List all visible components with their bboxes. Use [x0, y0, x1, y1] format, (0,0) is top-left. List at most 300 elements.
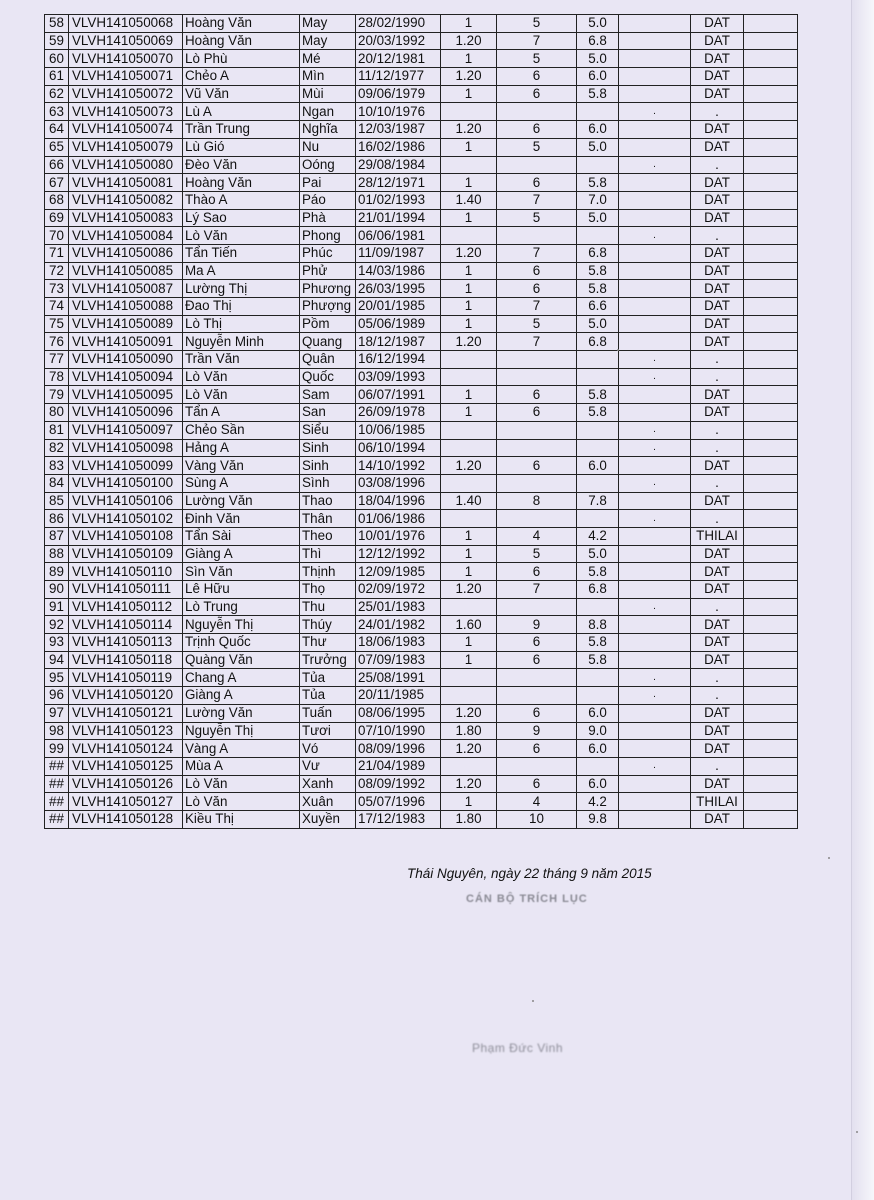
last-name: Lò Văn: [183, 775, 300, 793]
empty-cell: [744, 598, 798, 616]
empty-cell: [744, 669, 798, 687]
empty-cell: [744, 244, 798, 262]
birth-date: 09/06/1979: [356, 85, 441, 103]
first-name: Tủa: [300, 687, 356, 705]
result: .: [691, 757, 744, 775]
birth-date: 20/03/1992: [356, 32, 441, 50]
result: DAT: [691, 775, 744, 793]
table-row: [45, 68, 798, 86]
empty-cell: [744, 32, 798, 50]
birth-date: 12/09/1985: [356, 563, 441, 581]
birth-date: 06/06/1981: [356, 227, 441, 245]
coefficient: [441, 474, 497, 492]
coefficient: 1: [441, 174, 497, 192]
first-name: Mé: [300, 50, 356, 68]
row-number: 82: [45, 439, 69, 457]
weighted-score: 5.8: [577, 634, 619, 652]
row-number: 73: [45, 280, 69, 298]
row-number: 63: [45, 103, 69, 121]
score: 6: [497, 651, 577, 669]
last-name: Đinh Văn: [183, 510, 300, 528]
last-name: Lò Trung: [183, 598, 300, 616]
row-number: 61: [45, 68, 69, 86]
result: DAT: [691, 722, 744, 740]
row-number: 58: [45, 15, 69, 33]
note-mark: [619, 315, 691, 333]
result: THILAI: [691, 793, 744, 811]
result: DAT: [691, 138, 744, 156]
score: 5: [497, 50, 577, 68]
birth-date: 05/07/1996: [356, 793, 441, 811]
note-mark: .: [619, 439, 691, 457]
score: [497, 510, 577, 528]
result: DAT: [691, 209, 744, 227]
table-row: [45, 262, 798, 280]
page-edge: [851, 0, 874, 1200]
coefficient: 1.20: [441, 704, 497, 722]
birth-date: 28/02/1990: [356, 15, 441, 33]
weighted-score: 5.0: [577, 50, 619, 68]
row-number: 86: [45, 510, 69, 528]
student-code: VLVH141050095: [69, 386, 183, 404]
result: DAT: [691, 616, 744, 634]
table-row: [45, 457, 798, 475]
coefficient: 1: [441, 138, 497, 156]
empty-cell: [744, 439, 798, 457]
birth-date: 10/01/1976: [356, 527, 441, 545]
result: .: [691, 421, 744, 439]
coefficient: 1: [441, 634, 497, 652]
last-name: Lý Sao: [183, 209, 300, 227]
birth-date: 16/02/1986: [356, 138, 441, 156]
weighted-score: 6.0: [577, 704, 619, 722]
weighted-score: 5.8: [577, 280, 619, 298]
birth-date: 18/06/1983: [356, 634, 441, 652]
row-number: 65: [45, 138, 69, 156]
first-name: Thịnh: [300, 563, 356, 581]
student-code: VLVH141050098: [69, 439, 183, 457]
coefficient: 1: [441, 50, 497, 68]
first-name: Siểu: [300, 421, 356, 439]
row-number: 70: [45, 227, 69, 245]
empty-cell: [744, 174, 798, 192]
first-name: Tuấn: [300, 704, 356, 722]
weighted-score: 5.8: [577, 563, 619, 581]
last-name: Lò Phù: [183, 50, 300, 68]
speck: [828, 857, 830, 859]
score: [497, 757, 577, 775]
first-name: Sinh: [300, 457, 356, 475]
first-name: Mìn: [300, 68, 356, 86]
last-name: Tẩn Tiến: [183, 244, 300, 262]
coefficient: 1.20: [441, 740, 497, 758]
weighted-score: 5.0: [577, 15, 619, 33]
first-name: Xanh: [300, 775, 356, 793]
table-row: [45, 103, 798, 121]
note-mark: .: [619, 757, 691, 775]
result: DAT: [691, 492, 744, 510]
weighted-score: 6.0: [577, 68, 619, 86]
birth-date: 07/10/1990: [356, 722, 441, 740]
last-name: Lường Văn: [183, 492, 300, 510]
first-name: Phử: [300, 262, 356, 280]
birth-date: 07/09/1983: [356, 651, 441, 669]
note-mark: [619, 138, 691, 156]
coefficient: [441, 669, 497, 687]
score: 7: [497, 333, 577, 351]
note-mark: [619, 386, 691, 404]
weighted-score: 7.0: [577, 191, 619, 209]
student-code: VLVH141050086: [69, 244, 183, 262]
empty-cell: [744, 527, 798, 545]
result: DAT: [691, 280, 744, 298]
weighted-score: 6.0: [577, 121, 619, 139]
student-code: VLVH141050113: [69, 634, 183, 652]
empty-cell: [744, 563, 798, 581]
student-code: VLVH141050125: [69, 757, 183, 775]
weighted-score: 5.8: [577, 404, 619, 422]
result: DAT: [691, 634, 744, 652]
row-number: 72: [45, 262, 69, 280]
birth-date: 14/10/1992: [356, 457, 441, 475]
coefficient: [441, 227, 497, 245]
table-row: [45, 298, 798, 316]
score: [497, 103, 577, 121]
coefficient: [441, 687, 497, 705]
result: DAT: [691, 244, 744, 262]
score: [497, 669, 577, 687]
table-row: [45, 138, 798, 156]
note-mark: [619, 527, 691, 545]
result: DAT: [691, 333, 744, 351]
weighted-score: [577, 669, 619, 687]
first-name: Thao: [300, 492, 356, 510]
note-mark: [619, 545, 691, 563]
coefficient: [441, 510, 497, 528]
empty-cell: [744, 138, 798, 156]
coefficient: 1.20: [441, 121, 497, 139]
result: .: [691, 598, 744, 616]
student-code: VLVH141050083: [69, 209, 183, 227]
last-name: Sùng A: [183, 474, 300, 492]
weighted-score: 6.6: [577, 298, 619, 316]
note-mark: [619, 32, 691, 50]
note-mark: [619, 85, 691, 103]
last-name: Lê Hữu: [183, 581, 300, 599]
student-code: VLVH141050088: [69, 298, 183, 316]
student-code: VLVH141050070: [69, 50, 183, 68]
score: 6: [497, 634, 577, 652]
row-number: 60: [45, 50, 69, 68]
weighted-score: 5.0: [577, 209, 619, 227]
last-name: Lù Gió: [183, 138, 300, 156]
row-number: 83: [45, 457, 69, 475]
row-number: 95: [45, 669, 69, 687]
empty-cell: [744, 121, 798, 139]
result: DAT: [691, 262, 744, 280]
first-name: Thu: [300, 598, 356, 616]
empty-cell: [744, 386, 798, 404]
table-row: [45, 368, 798, 386]
first-name: Phương: [300, 280, 356, 298]
student-code: VLVH141050081: [69, 174, 183, 192]
first-name: Sình: [300, 474, 356, 492]
birth-date: 08/06/1995: [356, 704, 441, 722]
coefficient: [441, 103, 497, 121]
last-name: Chẻo Sần: [183, 421, 300, 439]
first-name: Nu: [300, 138, 356, 156]
birth-date: 28/12/1971: [356, 174, 441, 192]
coefficient: 1.80: [441, 722, 497, 740]
empty-cell: [744, 510, 798, 528]
coefficient: 1: [441, 563, 497, 581]
birth-date: 11/12/1977: [356, 68, 441, 86]
speck: [856, 1131, 858, 1133]
last-name: Lò Văn: [183, 386, 300, 404]
empty-cell: [744, 545, 798, 563]
result: DAT: [691, 704, 744, 722]
result: .: [691, 669, 744, 687]
empty-cell: [744, 581, 798, 599]
student-code: VLVH141050073: [69, 103, 183, 121]
first-name: Phong: [300, 227, 356, 245]
result: THILAI: [691, 527, 744, 545]
coefficient: 1: [441, 262, 497, 280]
score: 5: [497, 545, 577, 563]
weighted-score: 5.8: [577, 651, 619, 669]
score: 5: [497, 315, 577, 333]
weighted-score: [577, 421, 619, 439]
coefficient: [441, 439, 497, 457]
empty-cell: [744, 15, 798, 33]
birth-date: 10/06/1985: [356, 421, 441, 439]
coefficient: 1: [441, 85, 497, 103]
last-name: Hoàng Văn: [183, 15, 300, 33]
student-code: VLVH141050123: [69, 722, 183, 740]
birth-date: 20/01/1985: [356, 298, 441, 316]
coefficient: 1: [441, 209, 497, 227]
coefficient: 1.80: [441, 810, 497, 828]
student-code: VLVH141050096: [69, 404, 183, 422]
result: .: [691, 227, 744, 245]
last-name: Lù A: [183, 103, 300, 121]
birth-date: 18/04/1996: [356, 492, 441, 510]
empty-cell: [744, 368, 798, 386]
table-row: [45, 545, 798, 563]
result: .: [691, 156, 744, 174]
first-name: Thư: [300, 634, 356, 652]
birth-date: 21/01/1994: [356, 209, 441, 227]
first-name: Pồm: [300, 315, 356, 333]
note-mark: .: [619, 421, 691, 439]
last-name: Tẩn A: [183, 404, 300, 422]
score: 10: [497, 810, 577, 828]
row-number: 79: [45, 386, 69, 404]
first-name: Oóng: [300, 156, 356, 174]
table-row: [45, 191, 798, 209]
note-mark: .: [619, 103, 691, 121]
first-name: Quang: [300, 333, 356, 351]
coefficient: 1: [441, 404, 497, 422]
note-mark: [619, 581, 691, 599]
coefficient: 1.40: [441, 492, 497, 510]
table-row: [45, 492, 798, 510]
score: 6: [497, 457, 577, 475]
result: DAT: [691, 85, 744, 103]
result: DAT: [691, 32, 744, 50]
last-name: Lò Văn: [183, 227, 300, 245]
table-row: [45, 174, 798, 192]
row-number: 87: [45, 527, 69, 545]
first-name: Xuân: [300, 793, 356, 811]
note-mark: .: [619, 368, 691, 386]
score: 6: [497, 563, 577, 581]
birth-date: 01/06/1986: [356, 510, 441, 528]
birth-date: 06/10/1994: [356, 439, 441, 457]
coefficient: 1: [441, 298, 497, 316]
speck: [617, 349, 619, 351]
first-name: Thì: [300, 545, 356, 563]
coefficient: 1: [441, 527, 497, 545]
last-name: Quàng Văn: [183, 651, 300, 669]
empty-cell: [744, 492, 798, 510]
birth-date: 01/02/1993: [356, 191, 441, 209]
empty-cell: [744, 262, 798, 280]
coefficient: 1.20: [441, 457, 497, 475]
student-code: VLVH141050112: [69, 598, 183, 616]
note-mark: [619, 209, 691, 227]
birth-date: 12/12/1992: [356, 545, 441, 563]
coefficient: 1: [441, 15, 497, 33]
birth-date: 26/03/1995: [356, 280, 441, 298]
weighted-score: 5.0: [577, 545, 619, 563]
result: .: [691, 351, 744, 369]
last-name: Tẩn Sài: [183, 527, 300, 545]
first-name: May: [300, 15, 356, 33]
result: DAT: [691, 15, 744, 33]
last-name: Lò Thị: [183, 315, 300, 333]
row-number: ##: [45, 775, 69, 793]
birth-date: 08/09/1992: [356, 775, 441, 793]
weighted-score: [577, 351, 619, 369]
student-code: VLVH141050102: [69, 510, 183, 528]
student-code: VLVH141050118: [69, 651, 183, 669]
table-row: [45, 50, 798, 68]
first-name: Tủa: [300, 669, 356, 687]
result: DAT: [691, 315, 744, 333]
first-name: Ngan: [300, 103, 356, 121]
table-row: [45, 121, 798, 139]
weighted-score: [577, 598, 619, 616]
student-code: VLVH141050110: [69, 563, 183, 581]
first-name: Nghĩa: [300, 121, 356, 139]
first-name: Sam: [300, 386, 356, 404]
table-row: [45, 333, 798, 351]
score: 6: [497, 775, 577, 793]
result: .: [691, 510, 744, 528]
empty-cell: [744, 687, 798, 705]
note-mark: [619, 298, 691, 316]
note-mark: [619, 280, 691, 298]
table-row: [45, 439, 798, 457]
birth-date: 25/08/1991: [356, 669, 441, 687]
student-code: VLVH141050121: [69, 704, 183, 722]
row-number: 69: [45, 209, 69, 227]
weighted-score: 6.8: [577, 333, 619, 351]
score: 6: [497, 121, 577, 139]
result: DAT: [691, 740, 744, 758]
score: 6: [497, 262, 577, 280]
student-code: VLVH141050079: [69, 138, 183, 156]
birth-date: 18/12/1987: [356, 333, 441, 351]
last-name: Chẻo A: [183, 68, 300, 86]
table-row: [45, 722, 798, 740]
birth-date: 20/11/1985: [356, 687, 441, 705]
student-code: VLVH141050094: [69, 368, 183, 386]
student-code: VLVH141050111: [69, 581, 183, 599]
coefficient: [441, 368, 497, 386]
score: [497, 439, 577, 457]
weighted-score: [577, 156, 619, 174]
row-number: 74: [45, 298, 69, 316]
first-name: Pai: [300, 174, 356, 192]
result: DAT: [691, 386, 744, 404]
signatory-name: Phạm Đức Vinh: [472, 1041, 564, 1055]
weighted-score: 8.8: [577, 616, 619, 634]
birth-date: 14/03/1986: [356, 262, 441, 280]
row-number: 67: [45, 174, 69, 192]
table-row: [45, 527, 798, 545]
result: .: [691, 474, 744, 492]
row-number: 75: [45, 315, 69, 333]
birth-date: 24/01/1982: [356, 616, 441, 634]
row-number: 88: [45, 545, 69, 563]
last-name: Nguyễn Minh: [183, 333, 300, 351]
empty-cell: [744, 421, 798, 439]
empty-cell: [744, 457, 798, 475]
student-code: VLVH141050100: [69, 474, 183, 492]
first-name: Trưởng: [300, 651, 356, 669]
coefficient: 1: [441, 280, 497, 298]
score: [497, 351, 577, 369]
student-code: VLVH141050109: [69, 545, 183, 563]
note-mark: .: [619, 510, 691, 528]
empty-cell: [744, 704, 798, 722]
score: 6: [497, 85, 577, 103]
first-name: Phà: [300, 209, 356, 227]
score: 6: [497, 404, 577, 422]
coefficient: 1: [441, 315, 497, 333]
result: .: [691, 687, 744, 705]
table-row: [45, 687, 798, 705]
footer-date: Thái Nguyên, ngày 22 tháng 9 năm 2015: [407, 866, 652, 881]
first-name: Thúy: [300, 616, 356, 634]
last-name: Nguyễn Thị: [183, 616, 300, 634]
table-row: [45, 386, 798, 404]
coefficient: [441, 598, 497, 616]
score: 6: [497, 68, 577, 86]
student-code: VLVH141050072: [69, 85, 183, 103]
note-mark: [619, 262, 691, 280]
last-name: Đèo Văn: [183, 156, 300, 174]
last-name: Trịnh Quốc: [183, 634, 300, 652]
birth-date: 11/09/1987: [356, 244, 441, 262]
student-code: VLVH141050108: [69, 527, 183, 545]
row-number: 98: [45, 722, 69, 740]
birth-date: 20/12/1981: [356, 50, 441, 68]
results-table: [44, 14, 798, 829]
empty-cell: [744, 333, 798, 351]
